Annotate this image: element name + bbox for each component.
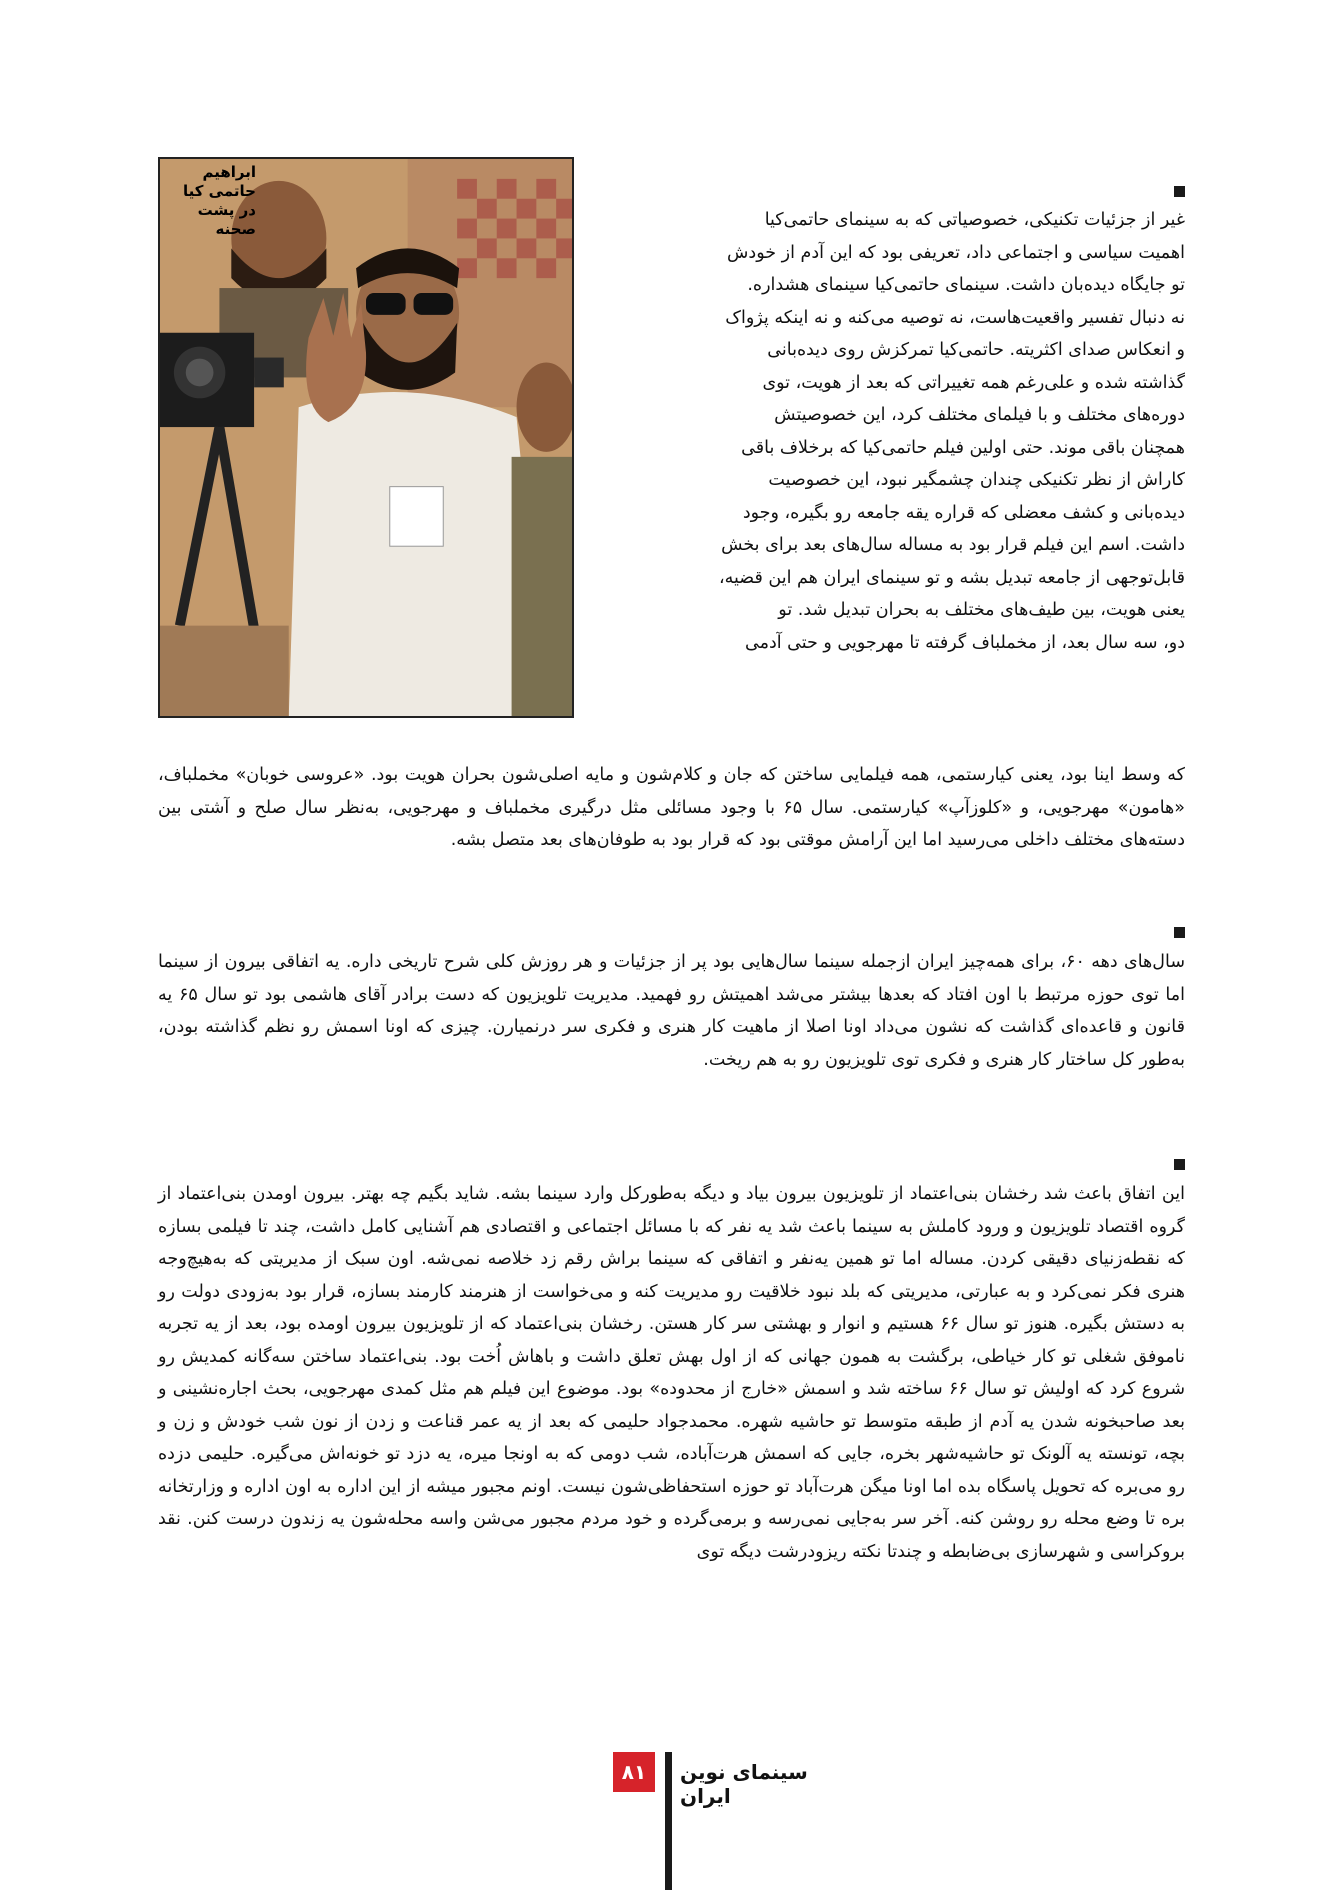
- p1-line: دیده‌بانی و کشف معضلی که قراره یقه جامعه رو بگیره، وجود: [742, 502, 1185, 523]
- p3-text: این اتفاق باعث شد رخشان بنی‌اعتماد از تلویزیون بیرون بیاد و دیگه به‌طورکل وارد سینما بشه. شاید بگیم چه بهتر. بیرون اومدن بنی‌اعتماد از گروه اقتصاد تلویزیون و ورود کاملش به سینما باعث شد یه نفر که با مسائل اجتماعی و اقتصادی هم آشنایی کامل داشت، چند تا فیلمی بسازه که نقطه‌زنیای دقیقی کردن. مساله اما تو همین یه‌نفر و اتفاقی که سینما براش رقم زد خلاصه نمی‌شه. اون سبک از مدیریتی که به‌هیچ‌وجه هنری فکر نمی‌کرد و به عبارتی، مدیریتی که بلد نبود خلاقیت رو مدیریت کنه و می‌خواست از هنرمند کارمند بسازه، قرار بود به‌زودی دولت رو به دستش بگیره. هنوز تو سال ۶۶ هستیم و انوار و بهشتی سر کار هستن. رخشان بنی‌اعتماد که از تلویزیون بیرون اومده بود، بعد از یه تجربه ناموفق شغلی تو کار خیاطی، برگشت به همون جهانی که از اول بهش تعلق داشت و باهاش اُخت بود. بنی‌اعتماد ساختن سه‌گانه کمدیش رو شروع کرد که اولیش تو سال ۶۶ ساخته شد و اسمش «خارج از محدوده» بود. موضوع این فیلم هم مثل کمدی مهرجویی، بحث اجاره‌نشینی و بعد صاحبخونه شدن یه آدم از طبقه متوسط تو حاشیه شهره. محمدجواد حلیمی که بعد از یه عمر قناعت و زدن از نون شب خودش و زن و بچه، تونسته یه آلونک تو حاشیه‌شهر بخره، جایی که اسمش هرت‌آباده، شب دومی که به اونجا میره، یه دزد تو خونه‌اش می‌گیره. حلیمی دزده رو می‌بره که تحویل پاسگاه بده اما اونا میگن هرت‌آباد تو حوزه استحفاظی‌شون نیست. اونم مجبور میشه از این اداره به اون اداره و وزارتخانه بره تا وضع محله رو روشن کنه. آخر سر به‌جایی نمی‌رسه و برمی‌گرده و خود مردم مجبور می‌شن واسه محله‌شون یه زندون درست کنن. نقد بروکراسی و شهرسازی بی‌ضابطه و چندتا نکته ریزودرشت دیگه توی: [158, 1184, 1185, 1562]
- paragraph-1-full: [158, 759, 1185, 857]
- photo-caption-line1: ابراهیم حاتمی کیا: [182, 163, 256, 200]
- p1-line: اهمیت سیاسی و اجتماعی داد، تعریفی بود که این آدم از خودش: [727, 242, 1185, 263]
- p1-line: کاراش از نظر تکنیکی چندان چشمگیر نبود، این خصوصیت: [768, 470, 1185, 490]
- paragraph-1-wrapped: [595, 204, 1185, 659]
- p1-line: دو، سه سال بعد، از مخملباف گرفته تا مهرجویی و حتی آدمی: [744, 632, 1185, 653]
- p1-line: همچنان باقی موند. حتی اولین فیلم حاتمی‌کیا که برخلاف باقی: [741, 437, 1185, 458]
- paragraph-2: [158, 946, 1185, 1076]
- magazine-title: سینمای نوین ایران: [680, 1760, 808, 1808]
- footer-divider: [665, 1752, 672, 1890]
- p1-full-text: که وسط اینا بود، یعنی کیارستمی، همه فیلمایی ساختن که جان و کلام‌شون و مایه اصلی‌شون بحران هویت بود. «عروسی خوبان» مخملباف، «هامون» مهرجویی، و «کلوزآپ» کیارستمی. سال ۶۵ با وجود مسائلی مثل درگیری مخملباف و مهرجویی، به‌نظر سال صلح و آشتی بین دسته‌های مختلف داخلی می‌رسید اما این آرامش موقتی بود که قرار بود به طوفان‌های بعد متصل بشه.: [158, 765, 1185, 850]
- p1-line: گذاشته شده و علی‌رغم همه تغییراتی که بعد از هویت، توی: [762, 372, 1185, 393]
- p2-text: سال‌های دهه ۶۰، برای همه‌چیز ایران ازجمله سینما سال‌هایی بود پر از جزئیات و هر روزش کلی شرح تاریخی داره. یه اتفاقی بیرون از سینما اما توی حوزه مرتبط با اون افتاد که بعدها بیشتر می‌شد اهمیتش رو فهمید. مدیریت تلویزیون که دست برادر آقای هاشمی بود تو سال ۶۵ یه قانون و قاعده‌ای گذاشت که نشون می‌داد اونا اصلا از ماهیت کار هنری و فکری سر درنمیارن. چیزی که اونا اسمش رو نظم گذاشته بودن، به‌طور کل ساختار کار هنری و فکری توی تلویزیون رو به هم ریخت.: [158, 952, 1185, 1070]
- behind-the-scenes-photo: [158, 157, 574, 718]
- section-bullet-3: [1174, 1159, 1185, 1170]
- section-bullet-2: [1174, 927, 1185, 938]
- p1-line: نه دنبال تفسیر واقعیت‌هاست، نه توصیه می‌کنه و نه اینکه پژواک: [725, 307, 1185, 328]
- photo-illustration: [160, 159, 572, 716]
- page-number: ۸۱: [613, 1752, 655, 1792]
- p1-line: دوره‌های مختلف و با فیلمای مختلف کرد، این خصوصیتش: [774, 405, 1185, 425]
- p1-line: داشت. اسم این فیلم قرار بود به مساله سال‌های بعد برای بخش: [721, 535, 1185, 555]
- p1-line: قابل‌توجهی از جامعه تبدیل بشه و تو سینمای ایران هم این قضیه،: [719, 567, 1185, 588]
- p1-line: یعنی هویت، بین طیف‌های مختلف به بحران تبدیل شد. تو: [778, 600, 1185, 620]
- photo-caption-line2: در پشت صحنه: [197, 201, 256, 238]
- photo-caption: [166, 163, 256, 239]
- p1-line: غیر از جزئیات تکنیکی، خصوصیاتی که به سینمای حاتمی‌کیا: [764, 210, 1185, 230]
- p1-line: و انعکاس صدای اکثریته. حاتمی‌کیا تمرکزش روی دیده‌بانی: [767, 340, 1185, 360]
- paragraph-3: [158, 1178, 1185, 1568]
- section-bullet-1: [1174, 186, 1185, 197]
- p1-line: تو جایگاه دیده‌بان داشت. سینمای حاتمی‌کیا سینمای هشداره.: [747, 275, 1185, 295]
